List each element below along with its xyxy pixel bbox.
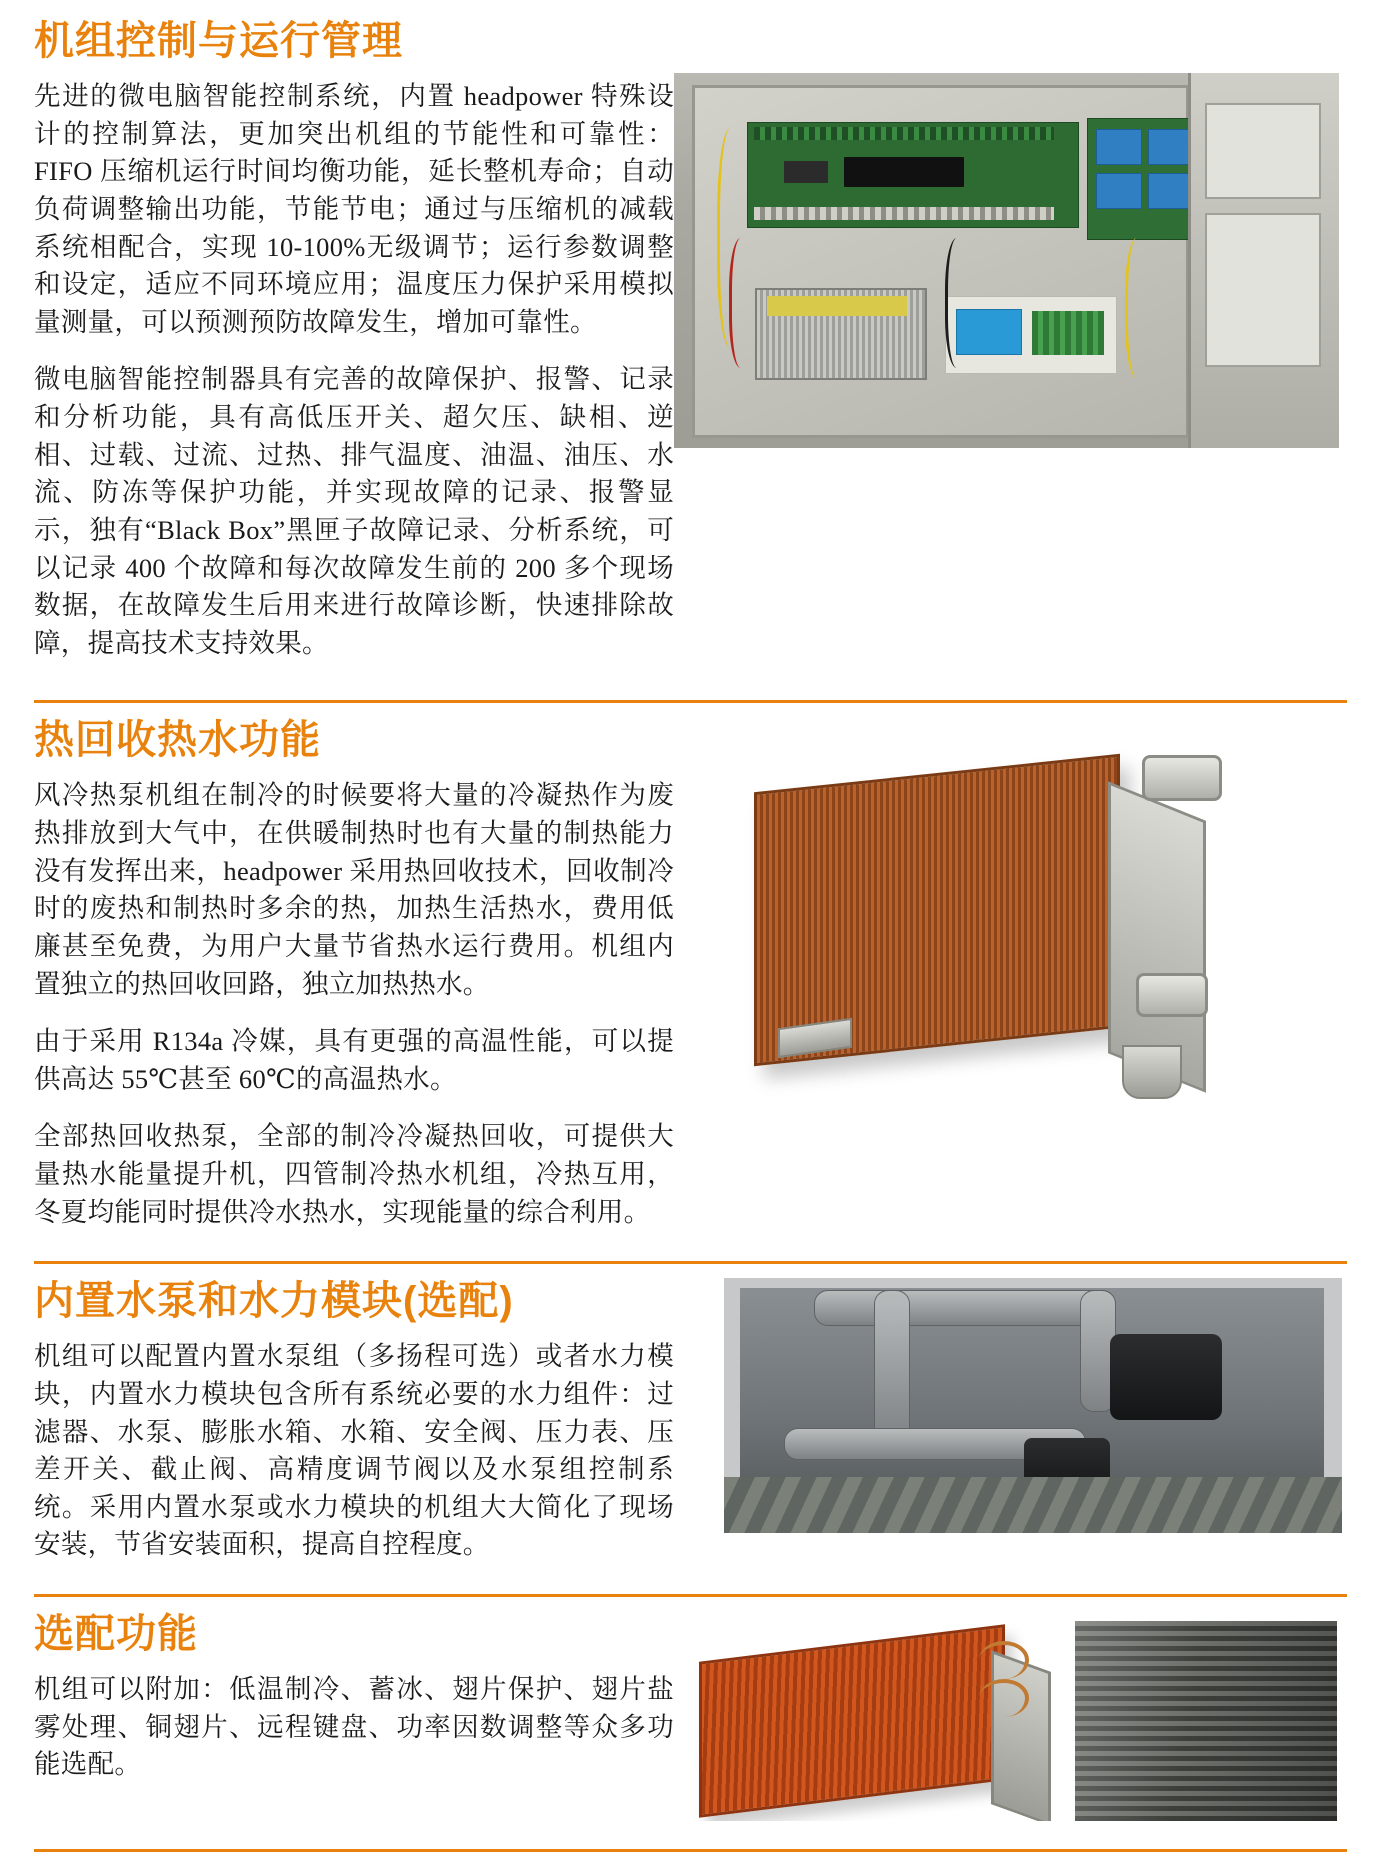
section-optional-features	[34, 1611, 1347, 1784]
section-divider	[34, 1261, 1347, 1264]
power-supply-unit	[755, 288, 927, 380]
main-pcb	[747, 122, 1079, 228]
section-text-option	[34, 1671, 674, 1784]
fin-sheen-overlay	[1075, 1621, 1337, 1821]
coil-return-bend	[979, 1641, 1029, 1679]
section-text-pump	[34, 1338, 674, 1564]
pump-module-photo	[724, 1278, 1342, 1533]
section-control	[34, 18, 1347, 662]
wire-yellow	[1125, 238, 1154, 378]
exchanger-plate-stack	[754, 754, 1120, 1066]
relay-module	[1096, 173, 1142, 209]
section-title-pump: 内置水泵和水力模块(选配)	[34, 1279, 514, 1324]
terminal-strip	[1032, 311, 1104, 355]
section-pump-module	[34, 1278, 1347, 1564]
section-title-heat: 热回收热水功能	[34, 718, 321, 763]
paragraph: 微电脑智能控制器具有完善的故障保护、报警、记录和分析功能，具有高低压开关、超欠压、缺相、逆相、过载、过流、过热、排气温度、油温、油压、水流、防冻等保护功能，并实现故障的记录、报警显示，独有“Black Box”黑匣子故障记录、分析系统，可以记录 400 个故障和每次故障发生前的 200 多个现场数据，在故障发生后用来进行故障诊断，快速排除故障，提高技术支持效果。	[34, 364, 674, 658]
wire-red	[729, 238, 758, 368]
photo-fin-closeup	[1075, 1621, 1337, 1821]
cabinet-right-column	[1188, 73, 1339, 448]
photo-plate-heat-exchanger	[706, 727, 1338, 1142]
control-panel-photo	[674, 73, 1339, 448]
photo-copper-fin-coil	[679, 1621, 1071, 1821]
section-divider	[34, 700, 1347, 703]
heat-exchanger-photo	[706, 727, 1338, 1142]
page-bottom-divider	[34, 1849, 1347, 1852]
contactor-box	[1205, 213, 1321, 367]
terminal-strip	[754, 127, 1054, 140]
paragraph: 由于采用 R134a 冷媒，具有更强的高温性能，可以提供高达 55℃甚至 60℃的高温热水。	[34, 1026, 674, 1094]
section-heat-recovery	[34, 717, 1347, 1231]
ic-chip	[784, 161, 828, 183]
breaker-box	[1205, 103, 1321, 199]
section-text-control	[34, 78, 674, 662]
pipe-horizontal-top	[814, 1290, 1116, 1326]
ic-chip	[844, 157, 964, 187]
coil-fin-block	[699, 1624, 1005, 1818]
paragraph: 机组可以附加：低温制冷、蓄冰、翅片保护、翅片盐雾处理、铜翅片、远程键盘、功率因数调整等众多功能选配。	[34, 1674, 674, 1780]
paragraph: 全部热回收热泵，全部的制冷冷凝热回收，可提供大量热水能量提升机，四管制冷热水机组，冷热互用，冬夏均能同时提供冷水热水，实现能量的综合利用。	[34, 1121, 674, 1227]
section-title-control: 机组控制与运行管理	[34, 19, 403, 63]
pipe-vertical	[874, 1290, 910, 1442]
optional-feature-photos	[679, 1621, 1339, 1821]
section-divider	[34, 1594, 1347, 1597]
coil-return-bend	[979, 1679, 1029, 1717]
photo-control-cabinet	[674, 73, 1339, 448]
terminal-strip	[754, 207, 1054, 220]
pump-motor	[1110, 1334, 1222, 1420]
cabinet-backplate	[692, 85, 1189, 438]
paragraph: 先进的微电脑智能控制系统，内置 headpower 特殊设计的控制算法，更加突出机组的节能性和可靠性：FIFO 压缩机运行时间均衡功能，延长整机寿命；自动负荷调整输出功能，节能节电；通过与压缩机的减载系统相配合，实现 10-100%无级调节；运行参数调整和设定，适应不同环境应用；温度压力保护采用模拟量测量，可以预测预防故障发生，增加可靠性。	[34, 81, 674, 337]
photo-built-in-pump	[724, 1278, 1342, 1533]
wire-black	[945, 238, 974, 368]
exchanger-port-top	[1142, 755, 1222, 801]
section-text-heat	[34, 777, 674, 1231]
base-grating	[724, 1477, 1342, 1533]
section-title-option: 选配功能	[34, 1612, 198, 1656]
psu-label	[767, 296, 907, 316]
exchanger-foot-right	[1122, 1045, 1182, 1099]
paragraph: 机组可以配置内置水泵组（多扬程可选）或者水力模块，内置水力模块包含所有系统必要的水力组件：过滤器、水泵、膨胀水箱、水箱、安全阀、压力表、压差开关、截止阀、高精度调节阀以及水泵组控制系统。采用内置水泵或水力模块的机组大大简化了现场安装，节省安装面积，提高自控程度。	[34, 1341, 674, 1560]
relay-module	[1096, 129, 1142, 165]
exchanger-port-bottom	[1136, 973, 1208, 1017]
paragraph: 风冷热泵机组在制冷的时候要将大量的冷凝热作为废热排放到大气中，在供暖制热时也有大量的制热能力没有发挥出来，headpower 采用热回收技术，回收制冷时的废热和制热时多余的热，加热生活热水，费用低廉甚至免费，为用户大量节省热水运行费用。机组内置独立的热回收回路，独立加热热水。	[34, 780, 674, 999]
frame-rail-top	[724, 1278, 1342, 1288]
